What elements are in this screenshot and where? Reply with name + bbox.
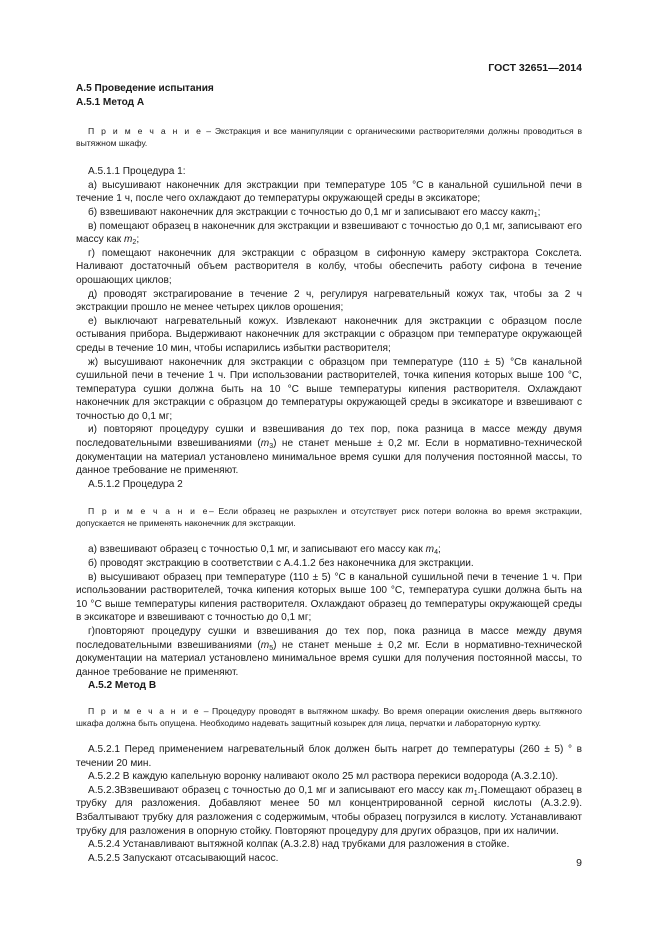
procedure-2-title: А.5.1.2 Процедура 2 [88,478,183,490]
section-a52-title: А.5.2 Метод В [88,680,157,692]
section-a5-title: А.5 Проведение испытания [76,83,214,94]
page-number: 9 [576,857,582,869]
method-b-para-1: А.5.2.1 Перед применением нагревательный блок должен быть нагрет до температуры (260 ± 5) ° в течении 20 мин. [76,743,582,769]
procedure-1-item-zh: ж) высушивают наконечник для экстракции с образцом при температуре (110 ± 5) °Св канальной сушильной печи в течение 1 ч. При использовании растворителей, точка кипения которых выше 100 °С, температура сушки должна быть на 10 °С выше температуры кипения растворителя. Охлаждают наконечник для экстракции с образцом до температуры окружающей среды в эксикаторе и взвешивают с точностью до 0,1 мг; [76,356,582,422]
document-body [76,82,582,865]
procedure-1-item-a: а) высушивают наконечник для экстракции при температуре 105 °С в канальной сушильной печи в течение 1 ч, после чего охлаждают до температуры окружающей среды в эксикаторе; [76,179,582,205]
note-3: П р и м е ч а н и е – Процедуру проводят в вытяжном шкафу. Во время операции окисления дверь вытяжного шкафа должна быть опущена. Необходимо надевать защитный козырек для лица, перчатки и лабораторную куртку. [76,705,582,728]
method-b-para-5: А.5.2.5 Запускают отсасывающий насос. [88,852,279,864]
procedure-2-item-g: г)повторяют процедуру сушки и взвешивания до тех пор, пока разница в массе между двумя последовательными взвешиваниями $(m_5)$ не станет меньше ± 0,2 мг. Если в нормативно-технической документации на материал установлено минимальное время сушки для получения постоянной массы, то данное требование не применяют. [76,626,582,678]
document-id: ГОСТ 32651—2014 [488,62,582,74]
procedure-1-item-g: г) помещают наконечник для экстракции с образцом в сифонную камеру экстрактора Сокслета. Наливают достаточный объем растворителя в колбу, чтобы обеспечить работу сифона в течение орошающих циклов; [76,247,582,286]
method-b-para-2: А.5.2.2 В каждую капельную воронку наливают около 25 мл раствора перекиси водорода (А.3.2.10). [88,771,559,783]
procedure-1-title: А.5.1.1 Процедура 1: [88,166,186,178]
procedure-1-item-b: б) взвешивают наконечник для экстракции с точностью до 0,1 мг и записывают его массу какm$_1$; [88,206,541,219]
section-a51-title: А.5.1 Метод А [76,96,145,108]
procedure-2-item-a: а) взвешивают образец с точностью 0,1 мг, и записывают его массу как $m_4$; [88,544,441,557]
procedure-1-item-i: и) повторяют процедуру сушки и взвешивания до тех пор, пока разница в массе между двумя последовательными взвешиваниями $(m_3)$ не станет меньше ± 0,2 мг. Если в нормативно-технической документации на материал установлено минимальное время сушки для получения постоянной массы, то данное требование не применяют. [76,424,582,477]
note-label: П р и м е ч а н и е [88,126,203,137]
procedure-1-item-d: д) проводят экстрагирование в течение 2 ч, регулируя нагревательный кожух так, чтобы за 2 ч экстракции прошло не менее четырех циклов орошения; [76,288,582,314]
method-b-para-4: А.5.2.4 Устанавливают вытяжной колпак (А.3.2.8) над трубками для разложения в стойке. [88,839,510,851]
note-2: П р и м е ч а н и е– Если образец не разрыхлен и отсутствует риск потери волокна во время экстракции, допускается не применять наконечник для экстракции. [76,506,583,529]
note-1: П р и м е ч а н и е – Экстракция и все манипуляции с органическими растворителями должны проводиться в вытяжном шкафу. [76,126,583,149]
method-b-para-3: А.5.2.3Взвешивают образец с точностью до 0,1 мг и записывают его массу как $m_1.Помещают$ образец в трубку для разложения. Добавляют менее 50 мл концентрированной серной кислоты (А.3.2.9). Взбалтывают трубку для разложения с содержимым, чтобы образец погрузился в кислоту. Устанавливают трубку для разложения в опорную стойку. Повторяют процедуру для других образцов, при их наличии. [76,784,582,837]
procedure-2-item-v: в) высушивают образец при температуре (110 ± 5) °С в канальной сушильной печи в течение 1 ч. При использовании растворителей, точка кипения которых выше 100 °С, температура сушки должна быть на 10 °С выше температуры кипения растворителя. Охлаждают образец до температуры окружающей среды в эксикаторе и взвешивают с точностью до 0,1 мг; [76,571,582,624]
procedure-2-item-b: б) проводят экстракцию в соответствии с А.4.1.2 без наконечника для экстракции. [88,558,474,570]
procedure-1-item-e: е) выключают нагревательный кожух. Извлекают наконечник для экстракции с образцом после остывания прибора. Выдерживают наконечник для экстракции с образцом при температуре окружающей среды в течение 10 мин, чтобы испарились избытки растворителя; [76,315,582,354]
procedure-1-item-v: в) помещают образец в наконечник для экстракции и взвешивают с точностью до 0,1 мг, записывают его массу как $m_2$; [76,220,582,247]
